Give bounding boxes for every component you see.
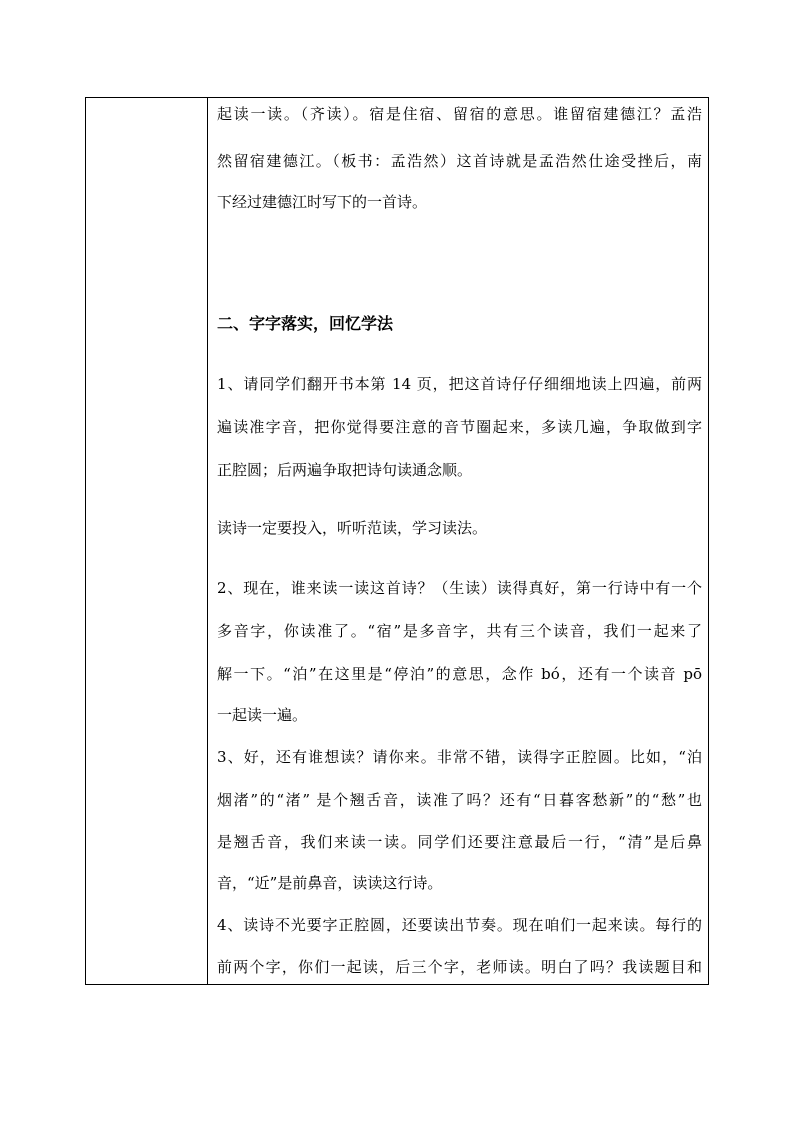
text-line-8: 读诗一定要投入，听听范读，学习读法。 [217, 519, 488, 537]
text-line-5: 1、请同学们翻开书本第 14 页，把这首诗仔仔细细地读上四遍，前两 [217, 375, 702, 393]
text-line-3: 下经过建德江时写下的一首诗。 [217, 193, 428, 211]
text-line-17: 4、读诗不光要字正腔圆，还要读出节奏。现在咱们一起来读。每行的 [217, 916, 702, 934]
section-heading: 二、字字落实，回忆学法 [217, 314, 394, 333]
lesson-table [85, 97, 709, 985]
left-empty-cell [86, 98, 208, 984]
text-line-10: 多音字，你读准了。“宿”是多音字，共有三个读音，我们一起来了 [217, 622, 702, 640]
text-line-11: 解一下。“泊”在这里是“停泊”的意思，念作 bó，还有一个读音 pō [217, 665, 702, 683]
text-line-9: 2、现在，谁来读一读这首诗？（生读）读得真好，第一行诗中有一个 [217, 579, 702, 597]
text-line-18: 前两个字，你们一起读，后三个字，老师读。明白了吗？我读题目和 [217, 958, 702, 976]
text-line-7: 正腔圆；后两遍争取把诗句读通念顺。 [217, 461, 473, 479]
text-line-1: 起读一读。（齐读）。宿是住宿、留宿的意思。谁留宿建德江？孟浩 [217, 105, 702, 123]
text-line-12: 一起读一遍。 [217, 706, 308, 724]
text-line-15: 是翘舌音，我们来读一读。同学们还要注意最后一行，“清”是后鼻 [217, 833, 702, 851]
text-line-14: 烟渚”的“渚” 是个翘舌音，读准了吗？还有“日暮客愁新”的“愁”也 [217, 791, 702, 809]
content-cell [208, 98, 708, 984]
text-line-16: 音，“近”是前鼻音，读读这行诗。 [217, 874, 443, 892]
text-line-13: 3、好，还有谁想读？请你来。非常不错，读得字正腔圆。比如，“泊 [217, 748, 702, 766]
text-line-2: 然留宿建德江。（板书：孟浩然）这首诗就是孟浩然仕途受挫后，南 [217, 152, 702, 170]
text-line-6: 遍读准字音，把你觉得要注意的音节圈起来，多读几遍，争取做到字 [217, 418, 702, 436]
